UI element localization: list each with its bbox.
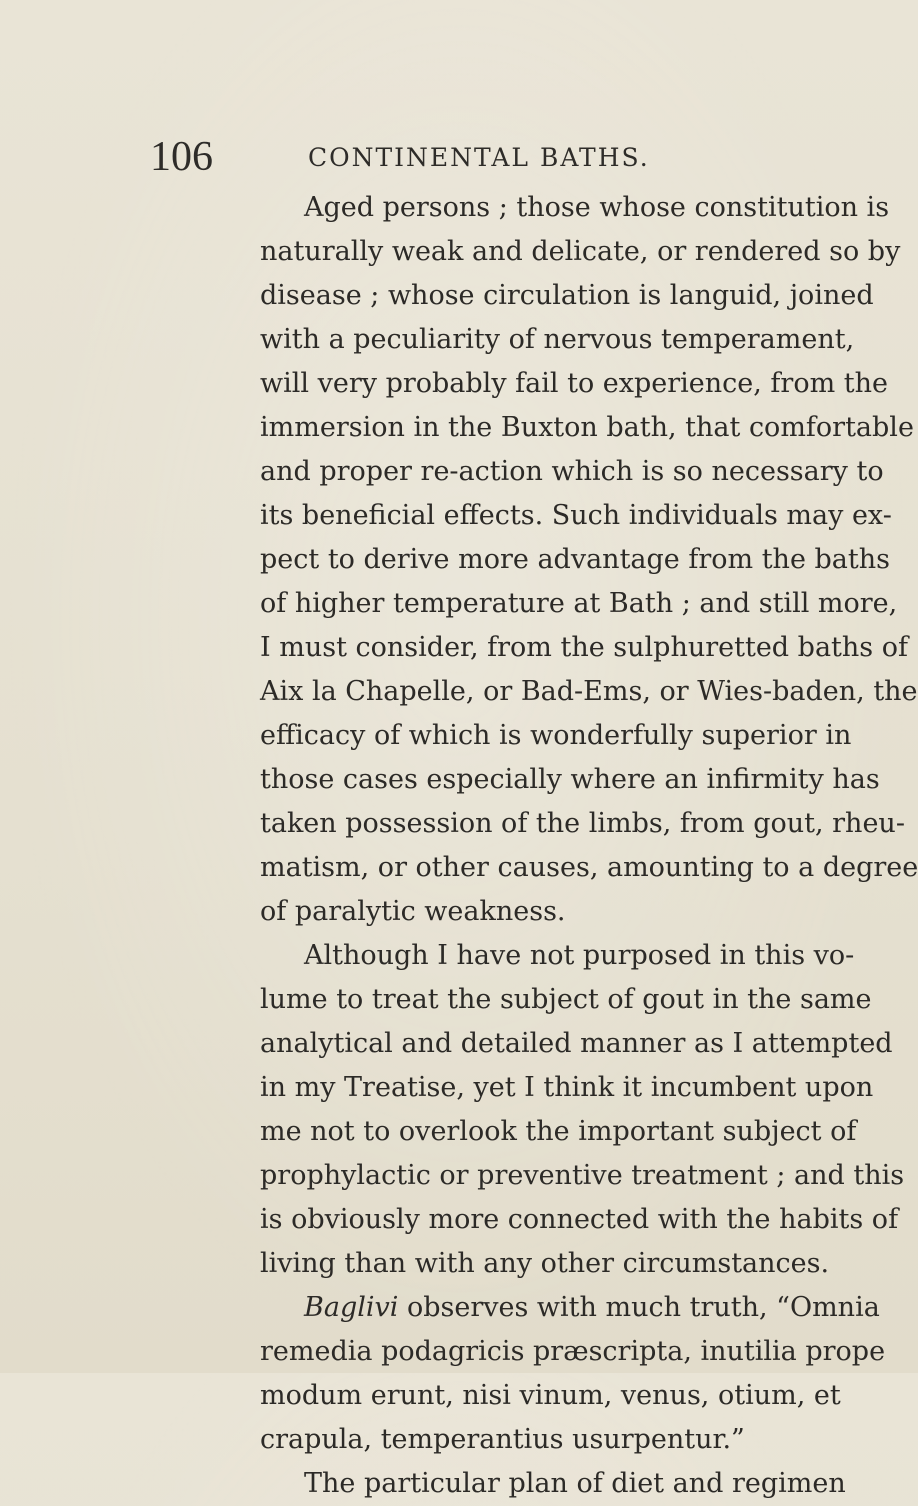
text-line: taken possession of the limbs, from gout, rheu- (260, 808, 905, 839)
text-line: Aix la Chapelle, or Bad-Ems, or Wies-baden, the (260, 676, 918, 707)
text-line: prophylactic or preventive treatment ; and this (260, 1160, 905, 1191)
text-line: I must consider, from the sulphuretted baths of (260, 632, 908, 663)
text-line: lume to treat the subject of gout in the same (260, 984, 872, 1015)
text-line: crapula, temperantius usurpentur.” (260, 1424, 745, 1455)
text-line: with a peculiarity of nervous temperament, (260, 324, 855, 355)
text-line: will very probably fail to experience, from the (260, 368, 888, 399)
text-line: The particular plan of diet and regimen (304, 1468, 846, 1499)
text-line: naturally weak and delicate, or rendered so by (260, 236, 901, 267)
text-line: Although I have not purposed in this vo- (304, 940, 855, 971)
text-line: matism, or other causes, amounting to a degree (260, 852, 918, 883)
text-line: those cases especially where an infirmity has (260, 764, 880, 795)
text-line: and proper re-action which is so necessary to (260, 456, 884, 487)
text-line: immersion in the Buxton bath, that comfortable (260, 412, 914, 443)
text-line: modum erunt, nisi vinum, venus, otium, et (260, 1380, 841, 1411)
text-line: analytical and detailed manner as I attempted (260, 1028, 893, 1059)
text-line: pect to derive more advantage from the baths (260, 544, 890, 575)
text-line-with-italic (260, 1286, 880, 1330)
text-line: Aged persons ; those whose constitution is (304, 192, 890, 223)
page-number: 106 (150, 134, 213, 180)
text-line: remedia podagricis præscripta, inutilia prope (260, 1336, 886, 1367)
text-line: is obviously more connected with the habits of (260, 1204, 899, 1235)
body-text (260, 186, 918, 1506)
italic-author-name: Baglivi (304, 1292, 399, 1323)
text-line: disease ; whose circulation is languid, joined (260, 280, 874, 311)
text-line: its beneficial effects. Such individuals may ex- (260, 500, 892, 531)
text-line: living than with any other circumstances. (260, 1248, 830, 1279)
text-line: efficacy of which is wonderfully superior in (260, 720, 852, 751)
text-line: of higher temperature at Bath ; and still more, (260, 588, 898, 619)
text-line: in my Treatise, yet I think it incumbent upon (260, 1072, 874, 1103)
text-line-continuation: observes with much truth, “Omnia (406, 1292, 880, 1323)
page-header (150, 132, 710, 182)
running-head: CONTINENTAL BATHS. (308, 143, 650, 172)
text-line: me not to overlook the important subject of (260, 1116, 857, 1147)
text-line: of paralytic weakness. (260, 896, 566, 927)
